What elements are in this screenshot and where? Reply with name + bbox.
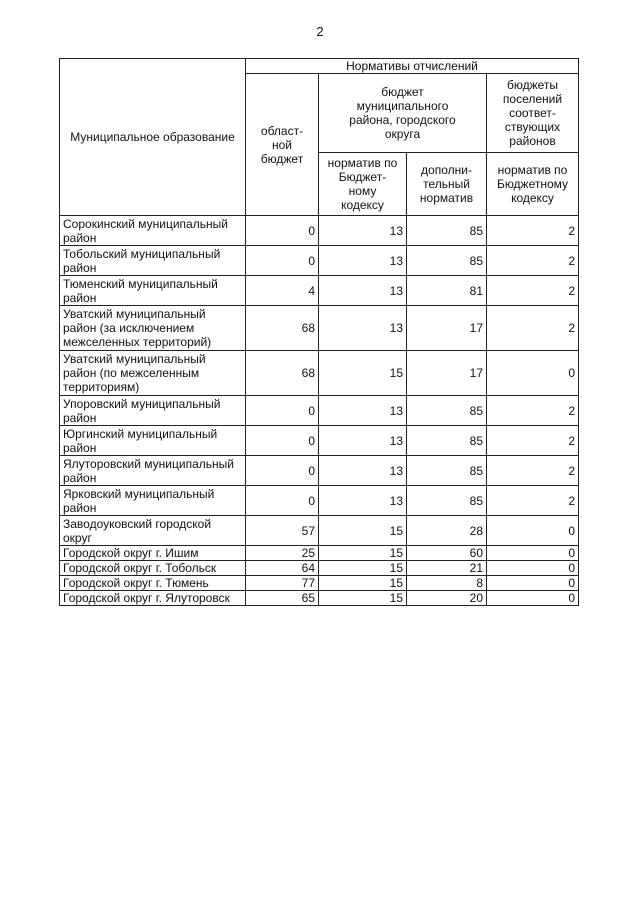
regional-budget-value: 0 [246,486,319,516]
district-norm-value: 13 [319,306,407,351]
header-settlement-budgets: бюджеты поселений соответ- ствующих районов [487,74,579,153]
header-norms-group: Нормативы отчислений [246,59,579,74]
regional-budget-value: 25 [246,546,319,561]
regional-budget-value: 0 [246,246,319,276]
district-additional-value: 17 [407,351,487,396]
table-row [60,351,579,396]
municipality-name: Тобольский муниципальный район [60,246,246,276]
municipality-name: Упоровский муниципальный район [60,396,246,426]
header-municipality: Муниципальное образование [60,59,246,216]
regional-budget-value: 0 [246,426,319,456]
settlements-norm-value: 2 [487,306,579,351]
settlements-norm-value: 0 [487,561,579,576]
regional-budget-value: 0 [246,456,319,486]
table-row [60,456,579,486]
district-additional-value: 85 [407,216,487,246]
district-norm-value: 13 [319,216,407,246]
district-norm-value: 13 [319,486,407,516]
district-additional-value: 85 [407,456,487,486]
settlements-norm-value: 2 [487,486,579,516]
district-norm-value: 13 [319,276,407,306]
municipality-name: Юргинский муниципальный район [60,426,246,456]
district-additional-value: 85 [407,426,487,456]
table-row [60,486,579,516]
header-norm-budget-code: норматив по Бюджет- ному кодексу [319,153,407,216]
municipality-name: Сорокинский муниципальный район [60,216,246,246]
district-norm-value: 15 [319,546,407,561]
table-row [60,216,579,246]
municipality-name: Ярковский муниципальный район [60,486,246,516]
municipality-name: Тюменский муниципальный район [60,276,246,306]
page-number: 2 [316,24,324,39]
regional-budget-value: 0 [246,396,319,426]
district-norm-value: 15 [319,516,407,546]
district-additional-value: 21 [407,561,487,576]
settlements-norm-value: 0 [487,351,579,396]
table-row [60,306,579,351]
table-row [60,516,579,546]
district-additional-value: 20 [407,591,487,606]
header-additional-norm: дополни- тельный норматив [407,153,487,216]
table-row [60,591,579,606]
regional-budget-value: 57 [246,516,319,546]
district-norm-value: 15 [319,591,407,606]
district-additional-value: 81 [407,276,487,306]
table-row [60,561,579,576]
settlements-norm-value: 2 [487,396,579,426]
settlements-norm-value: 0 [487,516,579,546]
district-additional-value: 85 [407,246,487,276]
settlements-norm-value: 0 [487,591,579,606]
settlements-norm-value: 2 [487,246,579,276]
municipality-name: Городской округ г. Тюмень [60,576,246,591]
municipality-name: Заводоуковский городской округ [60,516,246,546]
regional-budget-value: 64 [246,561,319,576]
header-district-budget: бюджет муниципального района, городского округа [319,74,487,153]
district-norm-value: 15 [319,576,407,591]
district-additional-value: 85 [407,396,487,426]
district-additional-value: 28 [407,516,487,546]
table-row [60,426,579,456]
table-row [60,546,579,561]
settlements-norm-value: 2 [487,456,579,486]
district-additional-value: 8 [407,576,487,591]
district-norm-value: 13 [319,246,407,276]
settlements-norm-value: 2 [487,276,579,306]
header-norm-budget-code-settlements: норматив по Бюджетному кодексу [487,153,579,216]
municipality-name: Городской округ г. Тобольск [60,561,246,576]
municipality-name: Уватский муниципальный район (по межселенным территориям) [60,351,246,396]
district-norm-value: 15 [319,561,407,576]
norms-table [59,58,579,606]
district-additional-value: 60 [407,546,487,561]
municipality-name: Городской округ г. Ишим [60,546,246,561]
municipality-name: Ялуторовский муниципальный район [60,456,246,486]
table-row [60,246,579,276]
district-norm-value: 15 [319,351,407,396]
regional-budget-value: 68 [246,306,319,351]
table-row [60,276,579,306]
regional-budget-value: 68 [246,351,319,396]
district-norm-value: 13 [319,456,407,486]
settlements-norm-value: 0 [487,546,579,561]
municipality-name: Городской округ г. Ялуторовск [60,591,246,606]
header-regional-budget: област- ной бюджет [246,74,319,216]
district-norm-value: 13 [319,396,407,426]
district-additional-value: 17 [407,306,487,351]
regional-budget-value: 4 [246,276,319,306]
settlements-norm-value: 2 [487,426,579,456]
district-additional-value: 85 [407,486,487,516]
regional-budget-value: 0 [246,216,319,246]
settlements-norm-value: 0 [487,576,579,591]
regional-budget-value: 77 [246,576,319,591]
municipality-name: Уватский муниципальный район (за исключением межселенных территорий) [60,306,246,351]
settlements-norm-value: 2 [487,216,579,246]
district-norm-value: 13 [319,426,407,456]
regional-budget-value: 65 [246,591,319,606]
table-row [60,396,579,426]
table-row [60,576,579,591]
